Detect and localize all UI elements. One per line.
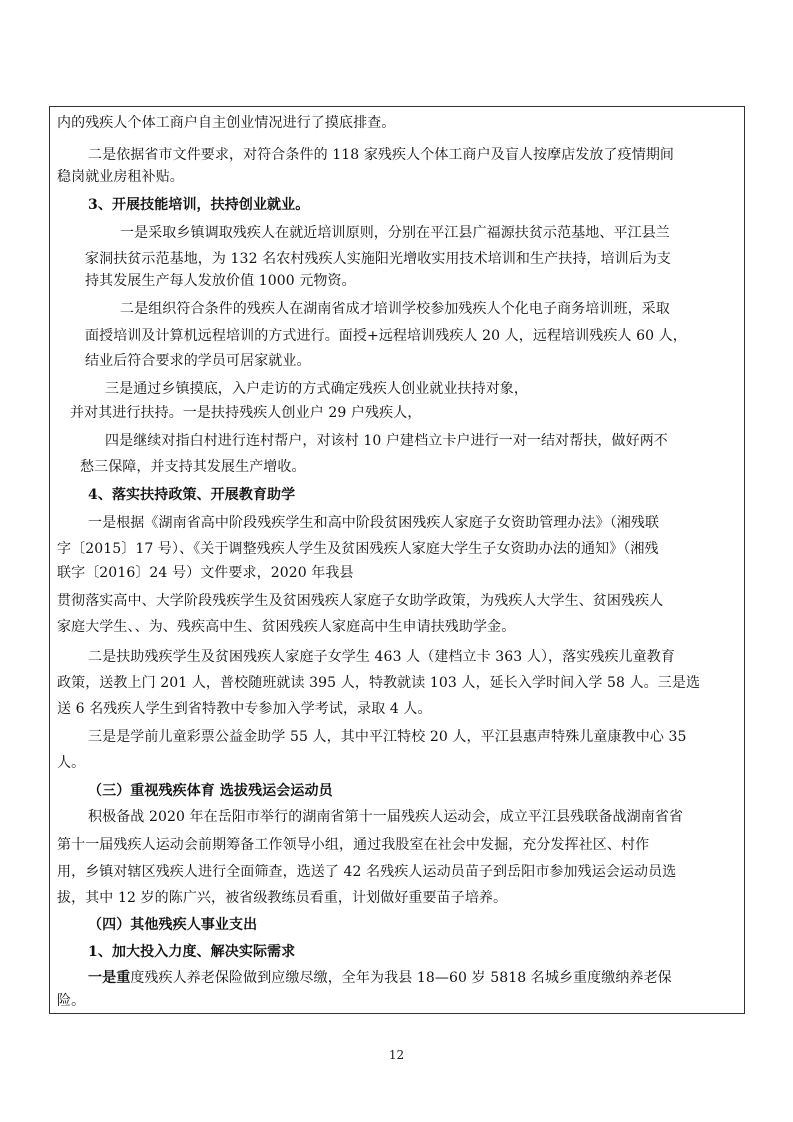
text-line: 三是通过乡镇摸底，入户走访的方式确定残疾人创业就业扶持对象，: [105, 381, 528, 397]
text-line: 二是依据省市文件要求，对符合条件的 118 家残疾人个体工商户及盲人按摩店发放了疫情期间: [88, 147, 675, 163]
text-line: 持其发展生产每人发放价值 1000 元物资。: [85, 273, 356, 289]
text-line: 政策，送教上门 201 人，普校随班就读 395 人，特教就读 103 人，延长入学时间入学 58 人。三是选: [57, 675, 701, 691]
section-heading: 4、落实扶持政策、开展教育助学: [88, 487, 296, 503]
text-line: 三是是学前儿童彩票公益金助学 55 人，其中平江特校 20 人，平江县惠声特殊儿童康教中心 35: [88, 729, 687, 745]
text-line: 用，乡镇对辖区残疾人进行全面筛查，选送了 42 名残疾人运动员苗子到岳阳市参加残运会运动员选: [57, 864, 677, 880]
text-line: 人。: [57, 755, 86, 771]
text-line: 一是根据《湖南省高中阶段残疾学生和高中阶段贫困残疾人家庭子女资助管理办法》（湘残联: [88, 515, 660, 531]
text-line: 字〔2015〕17 号）、《关于调整残疾人学生及贫困残疾人家庭大学生子女资助办法的通知》（湘残: [57, 541, 659, 557]
text-line: [88, 968, 672, 988]
text-line: 贯彻落实高中、大学阶段残疾学生及贫困残疾人家庭子女助学政策，为残疾人大学生、贫困残疾人: [57, 593, 664, 609]
text-line: 联字〔2016〕24 号）文件要求，2020 年我县: [57, 565, 354, 581]
text-line-rest: 度残疾人养老保险做到应缴尽缴，全年为我县 18—60 岁 5818 名城乡重度缴纳养老保: [130, 970, 672, 986]
text-line: 二是扶助残疾学生及贫困残疾人家庭子女学生 463 人（建档立卡 363 人），落实残疾儿童教育: [88, 649, 675, 665]
text-line: 结业后符合要求的学员可居家就业。: [85, 353, 311, 369]
text-line: 面授培训及计算机远程培训的方式进行。面授+远程培训残疾人 20 人，远程培训残疾人 60 人，: [85, 328, 687, 344]
text-line: 四是继续对指白村进行连村帮户，对该村 10 户建档立卡户进行一对一结对帮扶，做好两不: [105, 433, 668, 449]
section-heading: 1、加大投入力度、解决实际需求: [88, 944, 296, 960]
emphasis-label: 一是重: [88, 970, 131, 986]
page-number: 12: [388, 1048, 405, 1062]
text-line: 愁三保障，并支持其发展生产增收。: [80, 459, 306, 475]
text-line: 家洞扶贫示范基地，为 132 名农村残疾人实施阳光增收实用技术培训和生产扶持，培训后为支: [85, 251, 672, 267]
section-heading: （四）其他残疾人事业支出: [88, 917, 258, 933]
text-line: 内的残疾人个体工商户自主创业情况进行了摸底排查。: [57, 115, 396, 131]
text-line: 家庭大学生、、为、残疾高中生、贫困残疾人家庭高中生申请扶残助学金。: [57, 619, 516, 635]
text-line: 一是采取乡镇调取残疾人在就近培训原则，分别在平江县广福源扶贫示范基地、平江县兰: [120, 225, 670, 241]
text-line: 积极备战 2020 年在岳阳市举行的湖南省第十一届残疾人运动会，成立平江县残联备战湖南省省: [88, 809, 684, 825]
document-frame: [49, 106, 745, 1014]
text-line: 稳岗就业房租补贴。: [57, 169, 184, 185]
text-line: 拔，其中 12 岁的陈广兴，被省级教练员看重，计划做好重要苗子培养。: [57, 890, 508, 906]
text-line: 并对其进行扶持。一是扶持残疾人创业户 29 户残疾人，: [70, 405, 422, 421]
text-line: 二是组织符合条件的残疾人在湖南省成才培训学校参加残疾人个化电子商务培训班，采取: [120, 301, 670, 317]
text-line: 第十一届残疾人运动会前期筹备工作领导小组，通过我股室在社会中发掘，充分发挥社区、村作: [57, 837, 650, 853]
text-line: 险。: [57, 993, 86, 1009]
section-heading: （三）重视残疾体育 选拔残运会运动员: [88, 783, 333, 799]
text-line: 送 6 名残疾人学生到省特教中专参加入学考试，录取 4 人。: [57, 701, 432, 717]
section-heading: 3、开展技能培训，扶持创业就业。: [88, 197, 310, 213]
